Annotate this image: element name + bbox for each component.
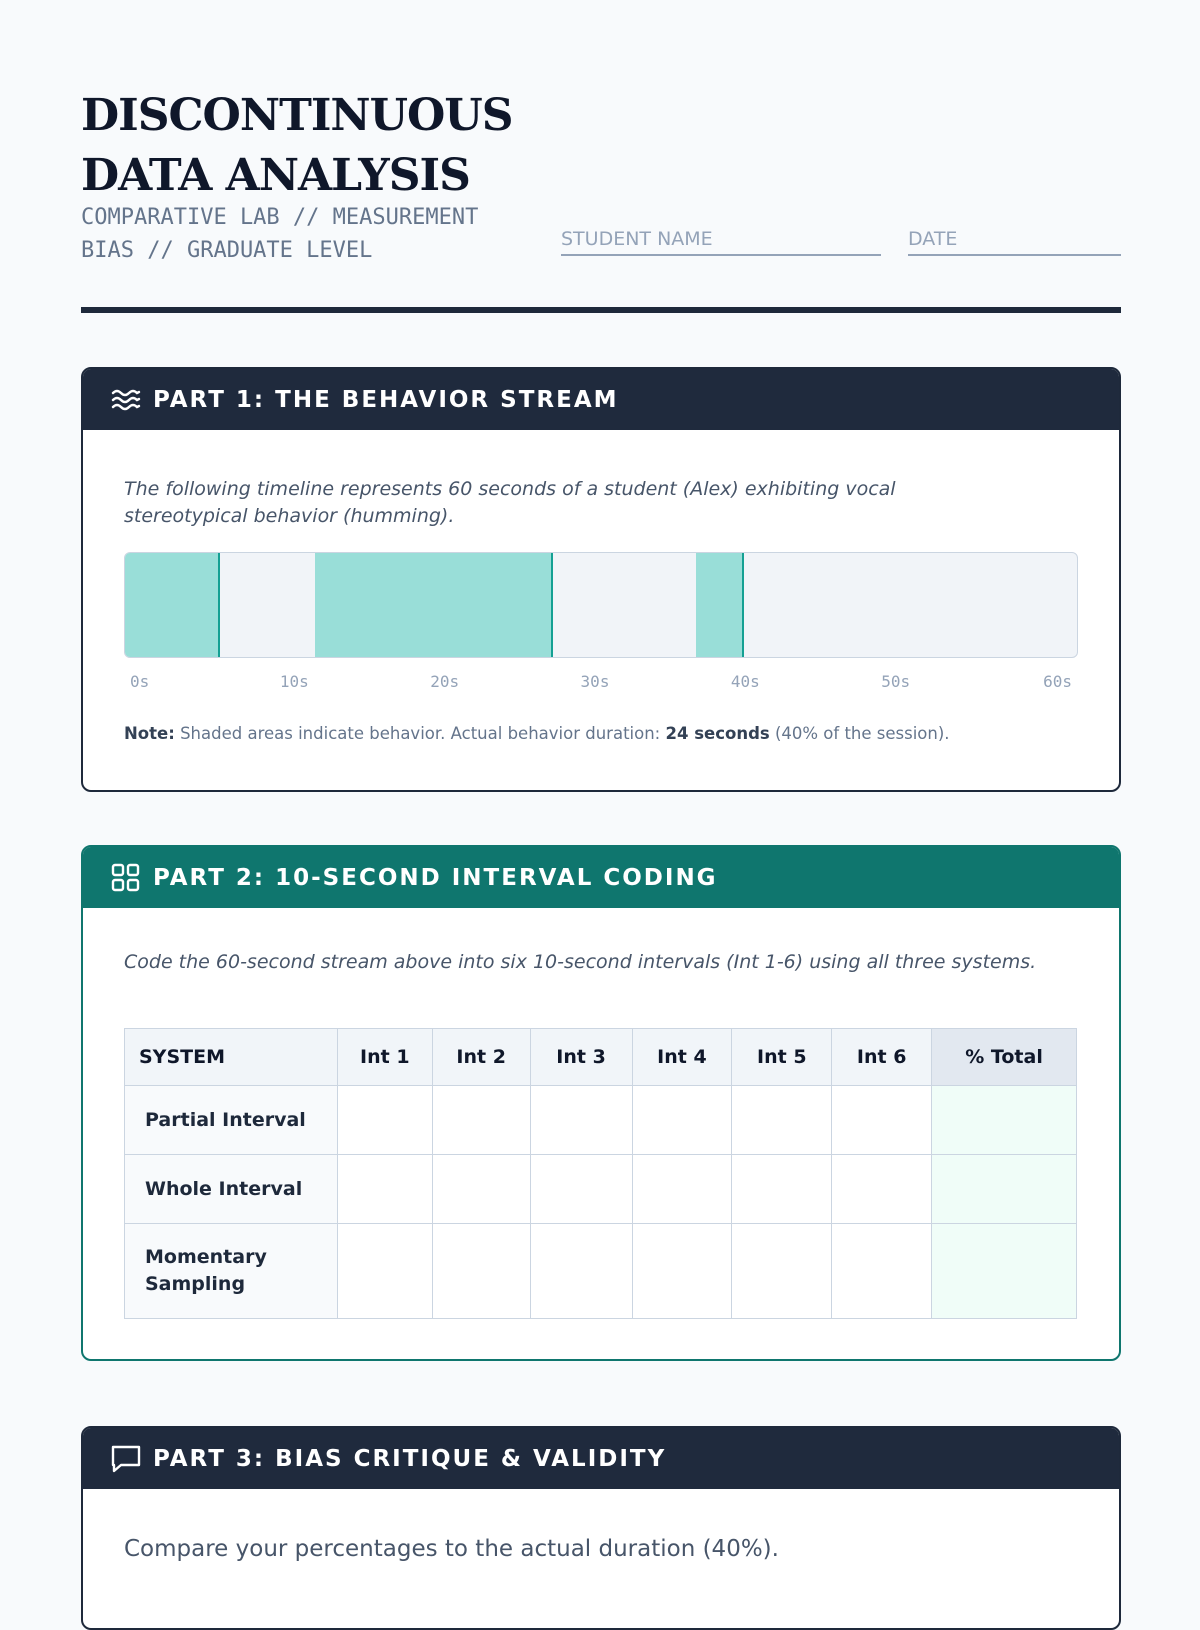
table-cell[interactable] (337, 1155, 432, 1224)
timeline-axis (124, 672, 1078, 692)
part-3-prompt: Compare your percentages to the actual duration (40%). (124, 1536, 779, 1562)
table-header-row (125, 1029, 1077, 1086)
behavior-segment (696, 553, 744, 657)
header-int-3: Int 3 (530, 1029, 632, 1086)
timeline-tick-label: 60s (1043, 672, 1072, 691)
table-cell[interactable] (530, 1224, 632, 1319)
table-cell[interactable] (632, 1086, 732, 1155)
table-cell[interactable] (530, 1086, 632, 1155)
table-row (125, 1086, 1077, 1155)
note-duration: 24 seconds (665, 724, 770, 743)
part-2-card (81, 845, 1121, 1361)
part-1-note (124, 724, 950, 743)
page-title (81, 86, 601, 206)
table-cell[interactable] (632, 1155, 732, 1224)
table-cell[interactable] (732, 1155, 832, 1224)
total-cell[interactable] (932, 1155, 1077, 1224)
header-int-4: Int 4 (632, 1029, 732, 1086)
header-int-2: Int 2 (432, 1029, 530, 1086)
table-cell[interactable] (632, 1224, 732, 1319)
part-3-card (81, 1426, 1121, 1630)
date-field[interactable]: DATE (908, 224, 1121, 256)
title-line-2: DATA ANALYSIS (81, 150, 470, 201)
table-cell[interactable] (732, 1224, 832, 1319)
note-text-a: Shaded areas indicate behavior. Actual behavior duration: (174, 724, 666, 743)
note-label: Note: (124, 724, 175, 743)
title-line-1: DISCONTINUOUS (81, 90, 513, 141)
waves-icon (109, 383, 143, 417)
timeline-tick-label: 10s (279, 672, 309, 691)
header-percent-total: % Total (932, 1029, 1077, 1086)
header-divider (81, 307, 1121, 313)
table-row (125, 1224, 1077, 1319)
table-cell[interactable] (832, 1086, 932, 1155)
table-cell[interactable] (432, 1155, 530, 1224)
student-name-field[interactable]: STUDENT NAME (561, 224, 881, 256)
timeline-tick-label: 30s (580, 672, 610, 691)
behavior-segment (315, 553, 553, 657)
table-cell[interactable] (832, 1224, 932, 1319)
header-system: SYSTEM (125, 1029, 338, 1086)
part-2-header (83, 847, 1119, 908)
part-1-intro: The following timeline represents 60 seconds of a student (Alex) exhibiting vocal stereotypical behavior (humming). (124, 478, 896, 527)
header-int-6: Int 6 (832, 1029, 932, 1086)
part-2-heading: PART 2: 10-SECOND INTERVAL CODING (153, 864, 718, 891)
interval-coding-table (124, 1028, 1077, 1319)
part-3-header (83, 1428, 1119, 1489)
part-1-header (83, 369, 1119, 430)
page-subtitle: COMPARATIVE LAB // MEASUREMENT BIAS // GRADUATE LEVEL (81, 205, 479, 263)
part-2-intro: Code the 60-second stream above into six 10-second intervals (Int 1-6) using all three systems. (124, 951, 1037, 973)
note-text-b: (40% of the session). (769, 724, 950, 743)
row-label-partial-interval: Partial Interval (125, 1086, 338, 1155)
worksheet-header (81, 78, 1121, 314)
timeline-tick-label: 40s (730, 672, 760, 691)
timeline-tick-label: 50s (881, 672, 911, 691)
part-1-card (81, 367, 1121, 792)
header-int-1: Int 1 (337, 1029, 432, 1086)
header-int-5: Int 5 (732, 1029, 832, 1086)
row-label-momentary-sampling: Momentary Sampling (125, 1224, 338, 1319)
timeline-tick-label: 0s (130, 672, 150, 691)
table-cell[interactable] (530, 1155, 632, 1224)
behavior-segment (125, 553, 220, 657)
table-row (125, 1155, 1077, 1224)
timeline-tick-label: 20s (430, 672, 460, 691)
row-label-whole-interval: Whole Interval (125, 1155, 338, 1224)
part-1-heading: PART 1: THE BEHAVIOR STREAM (153, 386, 619, 413)
table-cell[interactable] (732, 1086, 832, 1155)
chat-icon (109, 1442, 143, 1476)
behavior-timeline (124, 552, 1078, 658)
table-cell[interactable] (337, 1086, 432, 1155)
total-cell[interactable] (932, 1086, 1077, 1155)
table-cell[interactable] (337, 1224, 432, 1319)
table-cell[interactable] (832, 1155, 932, 1224)
table-cell[interactable] (432, 1224, 530, 1319)
table-cell[interactable] (432, 1086, 530, 1155)
grid-icon (109, 861, 143, 895)
total-cell[interactable] (932, 1224, 1077, 1319)
part-3-heading: PART 3: BIAS CRITIQUE & VALIDITY (153, 1445, 667, 1472)
